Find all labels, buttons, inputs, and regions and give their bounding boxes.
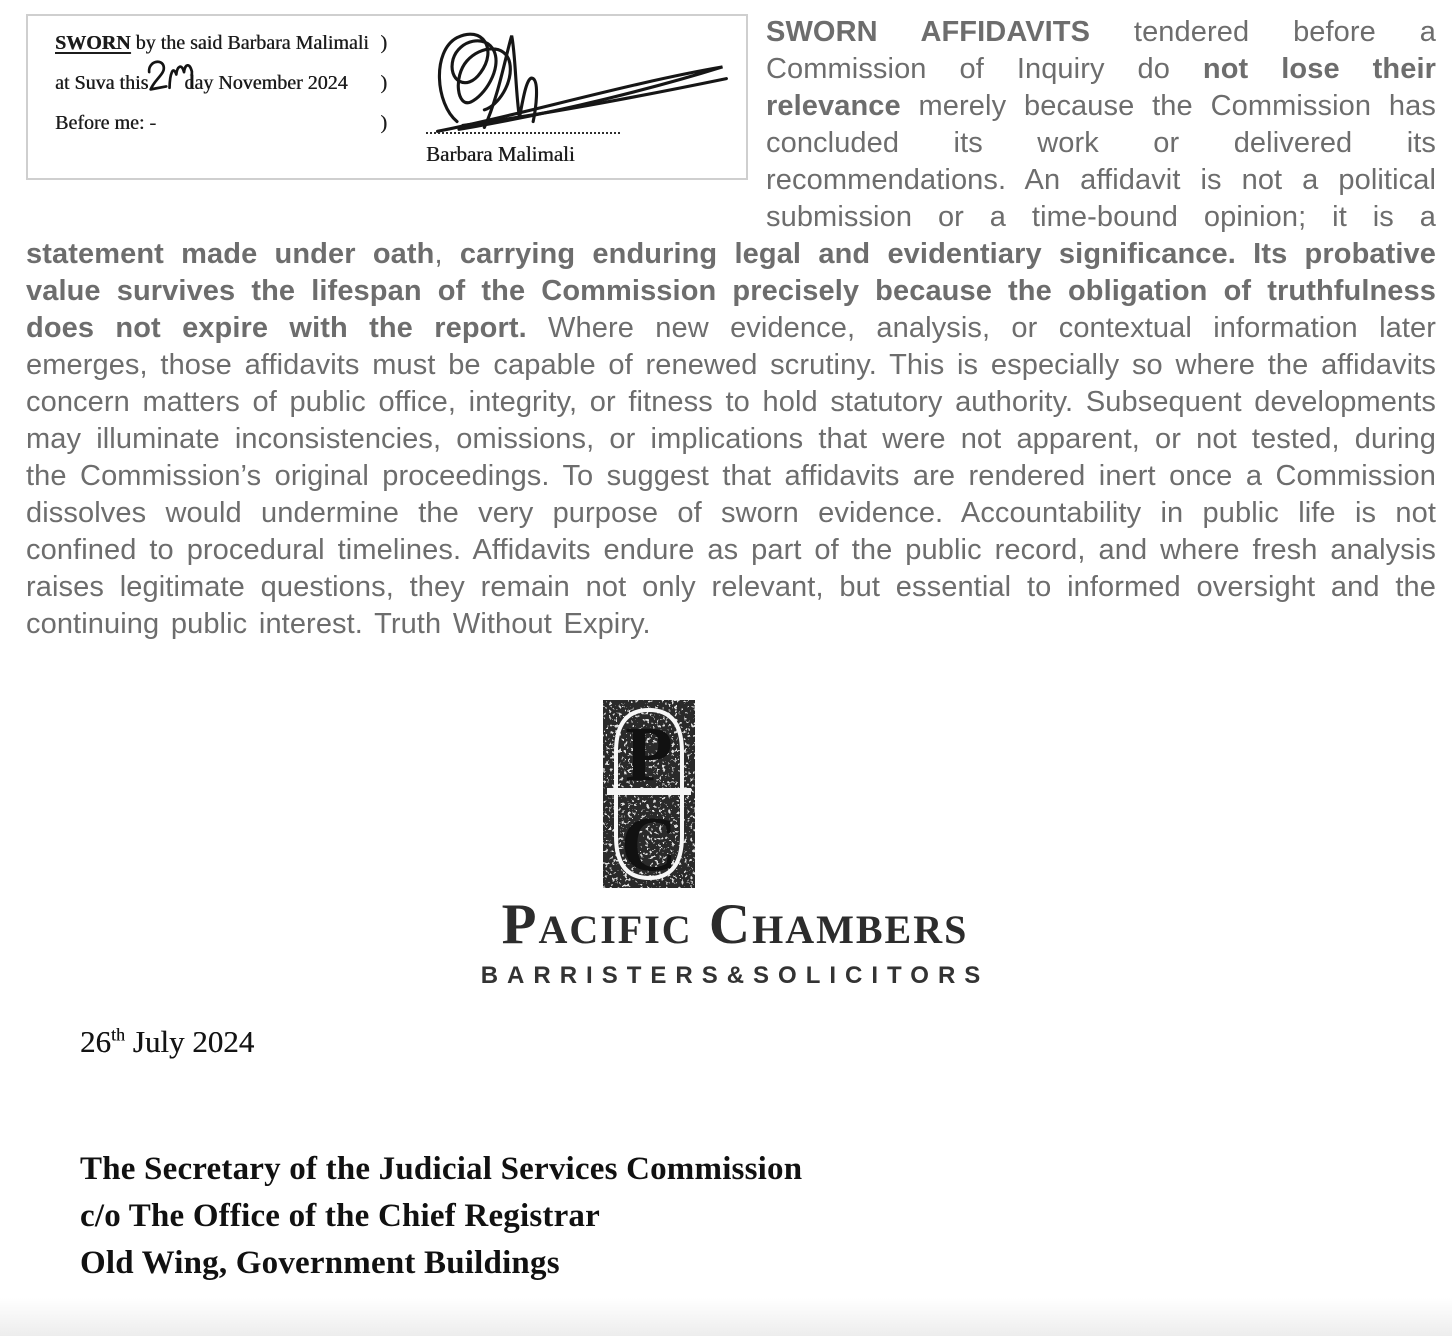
commentary-segment: tendered before a Commission of Inquiry do [766,16,1436,85]
closing-paren: ) [380,72,387,94]
signatory-name: Barbara Malimali [426,142,575,166]
commentary-bold-segment: not lose their relevance [766,53,1436,122]
commentary-segment: , [434,238,460,270]
closing-paren: ) [380,32,387,54]
before-me-label: Before me: - [55,112,157,134]
recipient-line: c/o The Office of the Chief Registrar [80,1198,600,1234]
date-day: 26 [80,1024,111,1059]
scan-edge-shadow [0,1298,1452,1336]
date-rest: July 2024 [125,1024,255,1059]
jurat-text-block [55,32,387,152]
commentary-segment: merely because the Commission has concluded its work or delivered its recommendations. An affidavit is not a political submission or a time-bound opinion; it is a [766,90,1436,233]
jurat-text [55,32,369,55]
commentary-bold-segment: statement made under oath [26,238,435,270]
letterhead-section [0,643,1452,990]
commentary-bold-segment: SWORN AFFIDAVITS [766,16,1091,48]
jurat-line-sworn [55,32,387,55]
monogram-letter-c: C [620,800,678,887]
closing-paren: ) [380,112,387,134]
signature-scribble-icon [422,22,738,144]
sworn-rest: by the said Barbara Malimali [130,32,369,54]
jurat-line-before-me [55,112,387,135]
handwritten-day-scribble-icon [138,50,202,101]
commentary-section [0,0,1452,643]
firm-name-block [9,893,1452,990]
date-ordinal: th [111,1024,126,1045]
jurat-line-date [55,72,387,95]
commentary-bold-segment: carrying enduring legal and evidentiary significance. Its probative value survives the lifespan of the Commission precisely because the obligation of truthfulness does not expire with the report. [26,238,1436,344]
signature-dotted-line [426,132,620,134]
commentary-segment: Where new evidence, analysis, or contextual information later emerges, those affidavits must be capable of renewed scrutiny. This is especially so where the affidavits concern matters of public office, integrity, or fitness to hold statutory authority. Subsequent developments may illuminate inconsistencies, omissions, or implications that were not apparent, or not tested, during the Commission’s original proceedings. To suggest that affidavits are rendered inert once a Commission dissolves would undermine the very purpose of sworn evidence. Accountability in public life is not confined to procedural timelines. Affidavits endure as part of the public record, and where fresh analysis raises legitimate questions, they remain not only relevant, but essential to informed oversight and the continuing public interest. Truth Without Expiry. [26,312,1436,640]
firm-tagline: BARRISTERS&SOLICITORS [480,962,990,989]
jurat-text [55,72,348,95]
firm-name: Pacific Chambers [501,893,969,956]
recipient-address [80,1146,1452,1287]
affidavit-jurat-scan [26,14,748,180]
date-line-post: day November 2024 [184,72,348,94]
sworn-label: SWORN [55,32,131,54]
letter-date [80,1024,1452,1060]
pc-monogram-logo-icon [603,700,695,888]
monogram-letter-p: P [625,710,673,797]
signature-block [422,20,740,176]
recipient-line: The Secretary of the Judicial Services Commission [80,1151,803,1187]
recipient-line: Old Wing, Government Buildings [80,1245,560,1281]
date-line-pre: at Suva this [55,72,149,94]
